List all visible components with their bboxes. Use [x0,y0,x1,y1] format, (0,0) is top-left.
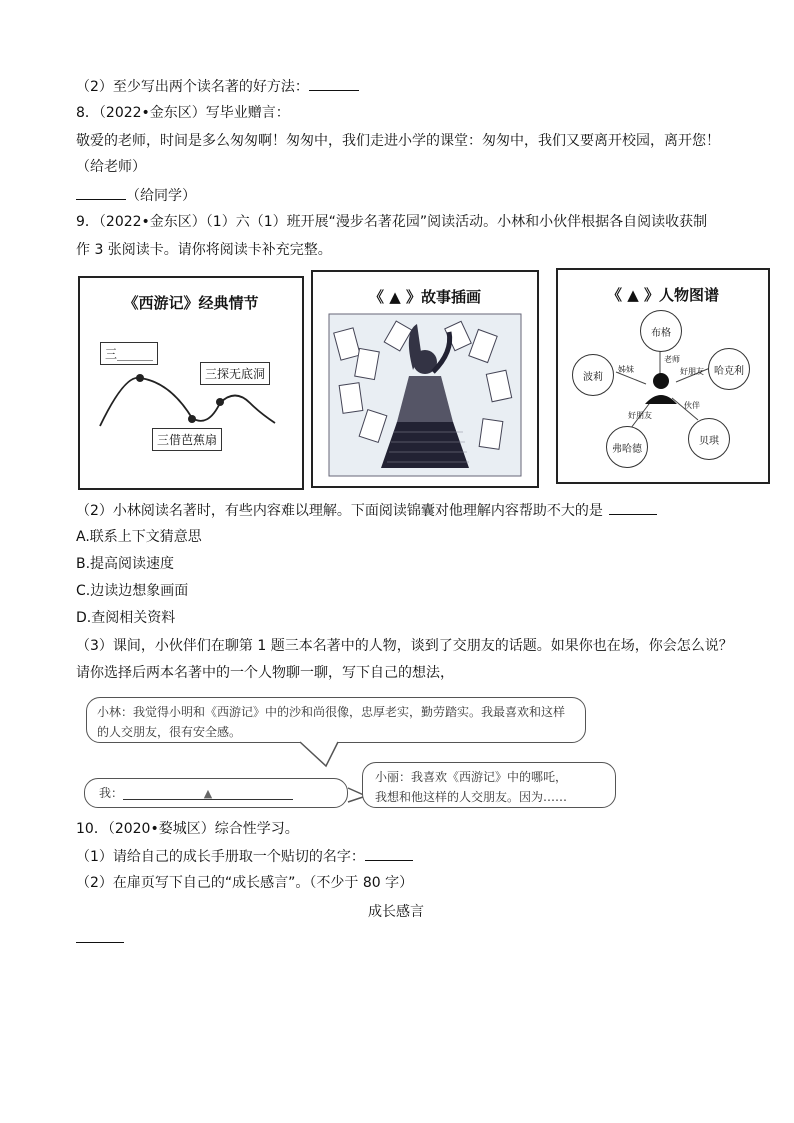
q7-item2: （2）至少写出两个读名著的好方法： [76,76,359,97]
bubble-xiaoli: 小丽：我喜欢《西游记》中的哪吒， 我想和他这样的人交朋友。因为…… [362,762,616,808]
relation-label: 好朋友 [628,411,652,420]
character-node: 哈克利 [708,348,750,390]
q9-header-2: 作 3 张阅读卡。请你将阅读卡补充完整。 [76,242,332,258]
q10-item2: （2）在扉页写下自己的“成长感言”。（不少于 80 字） [76,875,414,891]
character-node: 弗哈德 [606,426,648,468]
character-node: 波莉 [572,354,614,396]
card-title: 《 ▲ 》故事插画 [369,288,481,306]
q9-item3-line1: （3）课间，小伙伴们在聊第 1 题三本名著中的人物，谈到了交朋友的话题。如果你也在场，你会怎么说？ [76,638,733,654]
reading-card-illustration [311,270,539,488]
option-a[interactable]: A.联系上下文猜意思 [76,529,202,545]
plot-label-1[interactable]: 三______ [100,342,158,365]
q8-student-line: （给同学） [76,185,196,206]
bubble-tail [298,740,358,770]
triangle-mark: ▲ [203,787,213,800]
character-node: 布格 [640,310,682,352]
card-title: 《 ▲ 》人物图谱 [607,286,719,304]
bubble-xiaolin: 小林：我觉得小明和《西游记》中的沙和尚很像，忠厚老实，勤劳踏实。我最喜欢和这样的人交朋友，很有安全感。 [86,697,586,743]
relation-label: 好朋友 [680,367,704,376]
option-d[interactable]: D.查阅相关资料 [76,610,176,626]
q9-header: 9．（2022•金东区）（1）六（1）班开展“漫步名著花园”阅读活动。小林和小伙伴根据各自阅读收获制 [76,214,708,230]
relation-label: 姊妹 [618,365,634,374]
growth-title: 成长感言 [368,904,424,920]
relation-label: 伙伴 [684,401,700,410]
bubble-me[interactable]: 我： ▲ [84,778,348,808]
option-c[interactable]: C.边读边想象画面 [76,583,189,599]
card-title: 《西游记》经典情节 [123,294,259,312]
q9-item3-line2: 请你选择后两本名著中的一个人物聊一聊，写下自己的想法， [76,665,454,681]
q8-body: 敬爱的老师，时间是多么匆匆啊！匆匆中，我们走进小学的课堂：匆匆中，我们又要离开校园，离开您！ [76,133,720,149]
reading-card-plot [78,276,304,490]
plot-label-3: 三借芭蕉扇 [152,428,222,451]
story-illustration [313,272,537,486]
q10-item1: （1）请给自己的成长手册取一个贴切的名字： [76,846,413,867]
q8-header: 8．（2022•金东区）写毕业赠言： [76,105,290,121]
relation-label: 老师 [664,355,680,364]
option-b[interactable]: B.提高阅读速度 [76,556,175,572]
q8-teacher-note: （给老师） [76,159,146,175]
answer-blank[interactable] [309,76,359,91]
answer-blank[interactable] [76,185,126,200]
q10-header: 10．（2020•婺城区）综合性学习。 [76,821,299,837]
character-node: 贝琪 [688,418,730,460]
reading-card-character-map [556,268,770,484]
answer-blank[interactable] [76,928,124,943]
plot-label-2: 三探无底洞 [200,362,270,385]
q9-item2: （2）小林阅读名著时，有些内容难以理解。下面阅读锦囊对他理解内容帮助不大的是 [76,500,657,521]
answer-blank[interactable] [609,500,657,515]
answer-blank[interactable] [365,846,413,861]
